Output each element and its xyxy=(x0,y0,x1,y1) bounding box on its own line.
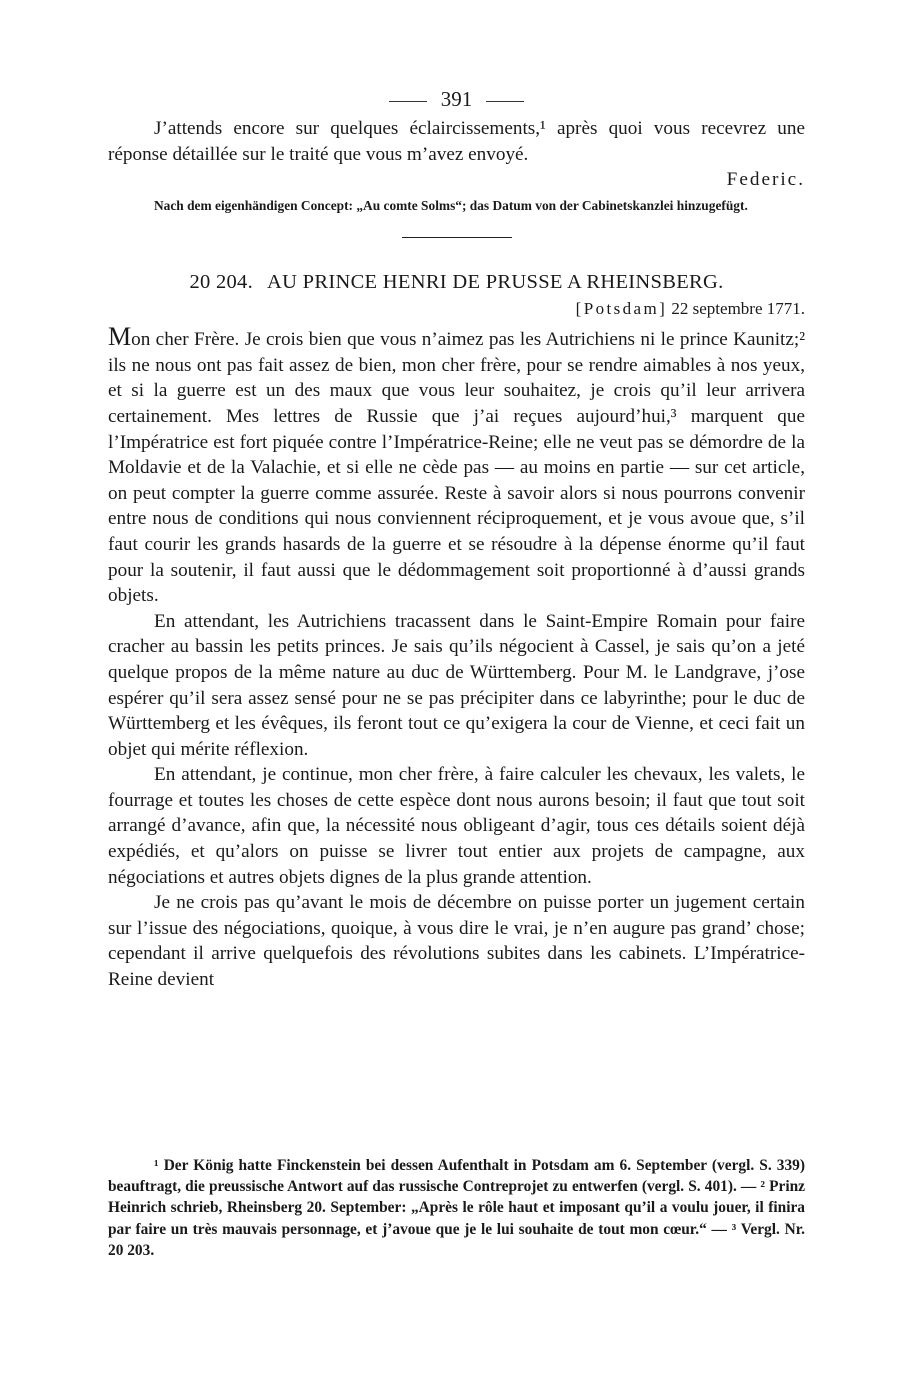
page-number: 391 xyxy=(440,87,473,111)
letter-heading xyxy=(108,268,805,296)
drop-cap: M xyxy=(108,322,132,352)
place-date xyxy=(108,296,805,322)
section-divider xyxy=(402,237,512,238)
prev-letter-closing: J’attends encore sur quelques éclaircissements,¹ après quoi vous recevrez une réponse détaillée sur le traité que vous m’avez envoyé. xyxy=(108,118,805,165)
letter-place: [Potsdam] xyxy=(575,299,668,319)
page-header xyxy=(108,82,805,116)
source-note: Nach dem eigenhändigen Concept: „Au comte Solms“; das Datum von der Cabinetskanzlei hinzugefügt. xyxy=(154,198,748,214)
header-dash-left xyxy=(389,101,427,102)
paragraph-1 xyxy=(108,324,805,609)
page-body xyxy=(108,82,805,993)
header-dash-right xyxy=(486,101,524,102)
paragraph-2: En attendant, les Autrichiens tracassent dans le Saint-Empire Romain pour faire cracher au bassin les petits princes. Je sais qu’ils négocient à Cassel, je sais qu’on a jeté quelque propos de la même nature au duc de Württemberg. Pour M. le Landgrave, j’ose espérer qu’il sera assez sensé pour ne se pas précipiter dans ce labyrinthe; pour le duc de Württemberg et les évêques, ils feront tout ce qu’exigera la cour de Vienne, et ceci fait un objet qui mérite réflexion. xyxy=(108,610,805,760)
paragraph-1-text: on cher Frère. Je crois bien que vous n’aimez pas les Autrichiens ni le prince Kaunitz;² ils ne nous ont pas fait assez de bien, mon cher frère, pour se rendre aimables à nos yeux, et si la guerre est un des maux que vous leur souhaitez, je crois qu’il leur arrivera certainement. Mes lettres de Russie que j’ai reçues aujourd’hui,³ marquent que l’Impératrice est fort piquée contre l’Impératrice-Reine; elle ne veut pas se démordre de la Moldavie et de la Valachie, et si elle ne cède pas — au moins en partie — sur cet article, on peut compter la guerre comme assurée. Reste à savoir alors si nous pourrons convenir entre nous de conditions qui nous conviennent réciproquement, et je vous avoue que, s’il faut courir les grands hasards de la guerre et se résoudre à la dépense énorme qu’il faut pour la soutenir, il faut aussi que le dédommagement soit proportionné à d’aussi grands objets. xyxy=(108,329,805,607)
signature: Federic. xyxy=(726,169,805,191)
footnotes xyxy=(108,1155,805,1261)
paragraph-3: En attendant, je continue, mon cher frère, à faire calculer les chevaux, les valets, le fourrage et toutes les choses de cette espèce dont nous aurons besoin; il faut que tout soit arrangé d’avance, afin que, la nécessité nous obligeant d’agir, tous ces détails soient déjà expédiés, et qu’alors on puisse se livrer tout entier aux projets de campagne, aux négociations et autres objets dignes de la plus grande attention. xyxy=(108,764,805,888)
footnote-text: ¹ Der König hatte Finckenstein bei dessen Aufenthalt in Potsdam am 6. September (vergl. S. 339) beauftragt, die preussische Antwort auf das russische Contreprojet zu entwerfen (vergl. S. 401). — ² Prinz Heinrich schrieb, Rheinsberg 20. September: „Après le rôle haut et imposant qu’il a voulu jouer, il finira par faire un très mauvais personnage, et j’avoue que je le lui souhaite de tout mon cœur.“ — ³ Vergl. Nr. 20 203. xyxy=(108,1157,805,1259)
letter-title: AU PRINCE HENRI DE PRUSSE A RHEINSBERG. xyxy=(267,271,724,294)
letter-number: 20 204. xyxy=(189,271,254,294)
letter-date: 22 septembre 1771. xyxy=(671,299,805,319)
paragraph-4: Je ne crois pas qu’avant le mois de décembre on puisse porter un jugement certain sur l’issue des négociations, quoique, à vous dire le vrai, je n’en augure pas grand’ chose; cependant il arrive quelquefois des révolutions subites dans les cabinets. L’Impératrice-Reine devient xyxy=(108,892,805,991)
